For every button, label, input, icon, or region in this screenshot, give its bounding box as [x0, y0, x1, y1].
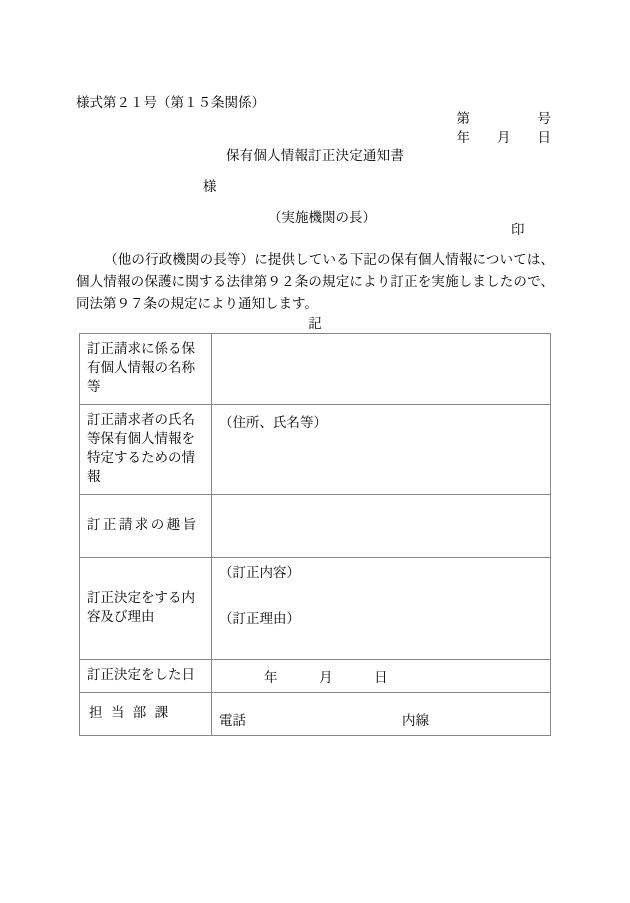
row-label-request-purpose [80, 494, 212, 557]
row-label-decision-date: 訂正決定をした日 [80, 659, 212, 692]
seal-mark: 印 [511, 222, 525, 238]
extension-label: 内線 [402, 712, 429, 729]
issuing-authority: （実施機関の長） [268, 210, 376, 226]
decision-date-line: 年 月 日 [264, 669, 388, 686]
row-label-request-purpose-text: 訂正請求の趣旨 [87, 517, 199, 534]
row-label-record-name: 訂正請求に係る保有個人情報の名称等 [80, 334, 212, 405]
table-row [80, 334, 551, 405]
document-meta [457, 110, 552, 148]
contact-row [219, 699, 543, 729]
body-paragraph-text: （他の行政機関の長等）に提供している下記の保有個人情報については、個人情報の保護に関する法律第９２条の規定により訂正を実施しましたので、同法第９７条の規定により通知します。 [76, 252, 554, 312]
page-title: 保有個人情報訂正決定通知書 [225, 148, 405, 164]
document-number-line: 第 号 [456, 111, 551, 127]
row-label-department-text: 担当部課 [89, 705, 177, 722]
row-label-requester-info: 訂正請求者の氏名等保有個人情報を特定するための情報 [80, 405, 212, 495]
table-row [80, 659, 551, 692]
addressee-suffix: 様 [203, 179, 217, 195]
table-row [80, 692, 551, 735]
row-value-department[interactable] [212, 692, 551, 735]
spacer [219, 583, 543, 610]
form-table [79, 333, 551, 736]
correction-content-label: （訂正内容） [219, 564, 300, 581]
row-value-request-purpose[interactable] [212, 494, 551, 557]
table-row [80, 405, 551, 495]
table-row [80, 494, 551, 557]
document-date-line: 年 月 日 [456, 130, 551, 147]
row-value-decision-date[interactable] [212, 659, 551, 692]
correction-reason-label: （訂正理由） [219, 611, 300, 628]
row-label-department [80, 692, 212, 735]
ki-heading: 記 [308, 316, 322, 332]
form-number: 様式第２１号（第１５条関係） [76, 95, 265, 111]
row-label-decision-content: 訂正決定をする内容及び理由 [80, 557, 212, 659]
telephone-label: 電話 [219, 712, 246, 729]
body-paragraph [76, 250, 554, 316]
row-value-requester-info[interactable]: （住所、氏名等） [212, 405, 551, 495]
row-value-decision-content[interactable] [212, 557, 551, 659]
row-value-record-name[interactable] [212, 334, 551, 405]
table-row [80, 557, 551, 659]
